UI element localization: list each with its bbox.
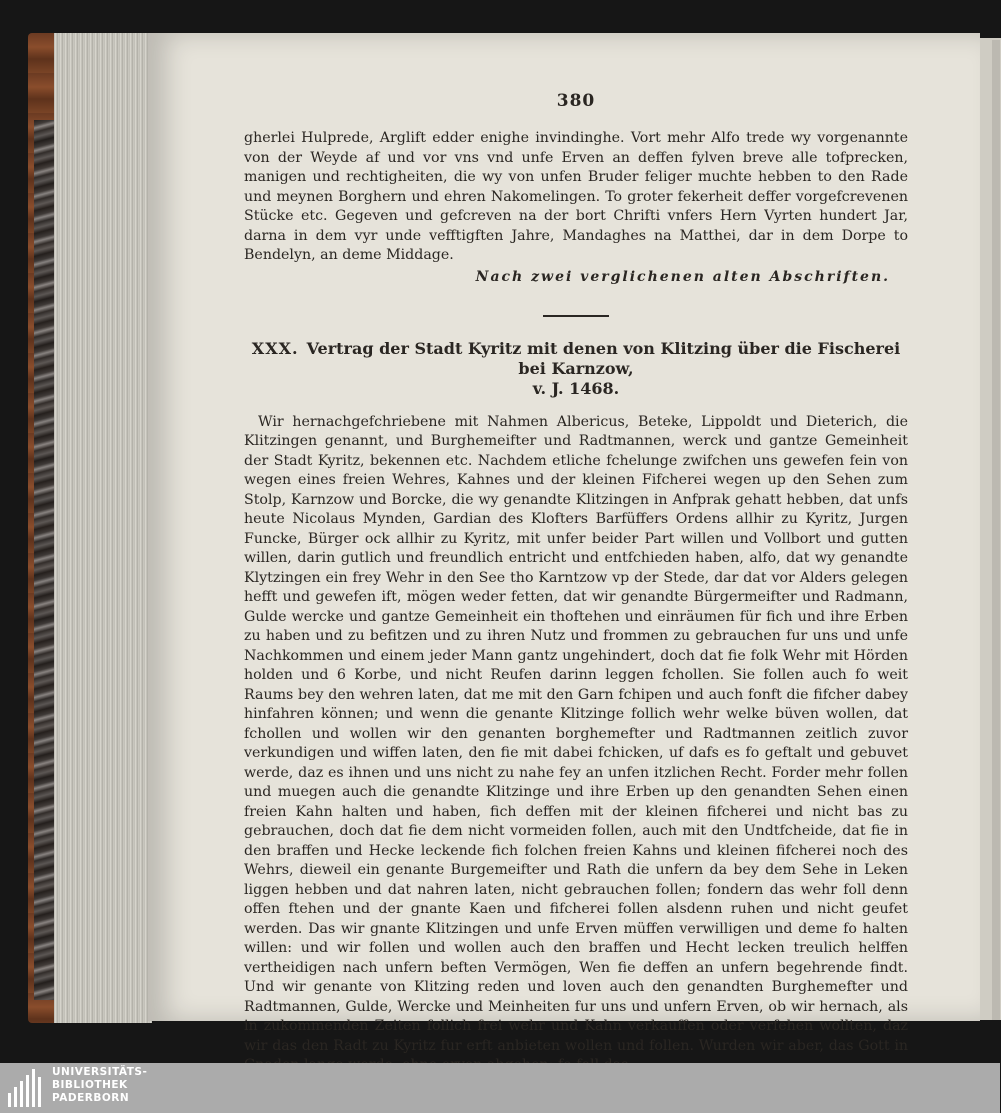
- section-date: v. J. 1468.: [532, 378, 620, 398]
- top-paragraph: gherlei Hulprede, Arglift edder enighe invindinghe. Vort mehr Alfo trede wy vorgenannte von der Weyde af und vor vns vnd unfe Erven an deffen fylven breve alle tofprecken, manigen und rechtigheiten, die wy von unfen Bruder feliger muchte hebben to den Rade und meynen Borghern und ehren Nakomelingen. To groter fekerheit deffer vorgefcrevenen Stücke etc. Gegeven und gefcreven na der bort Chrifti vnfers Hern Vyrten hundert Jar, darna in dem vyr unde vefftigften Jahre, Mandaghes na Matthei, dar in dem Dorpe to Bendelyn, an deme Middage.: [244, 130, 908, 263]
- body-paragraph: Wir hernachgefchriebene mit Nahmen Albericus, Beteke, Lippoldt und Dieterich, die Klitzingen genannt, und Burghemeifter und Radtmannen, werck und gantze Gemeinheit der Stadt Kyritz, bekennen etc. Nachdem etliche fchelunge zwifchen uns gewefen fein von wegen eines freien Wehres, Kahnes und der kleinen Fifcherei wegen up den Sehen zum Stolp, Karnzow und Borcke, die wy genandte Klitzingen in Anfprak gehatt hebben, dat unfs heute Nicolaus Mynden, Gardian des Klofters Barfüffers Ordens allhir zu Kyritz, Jurgen Funcke, Bürger ock allhir zu Kyritz, mit unfer beider Part willen und Vollbort und gutten willen, darin gutlich und freundlich entricht und entfchieden haben, alfo, dat wy genandte Klytzingen ein frey Wehr in den See tho Karntzow vp der Stede, dar dat vor Alders gelegen hefft und gewefen ift, mögen weder fetten, dat wir genandte Bürgermeifter und Radmann, Gulde wercke und gantze Gemeinheit ein thoftehen und einräumen für fich und ihre Erben zu haben und zu befitzen und zu ihren Nutz und frommen zu gebrauchen fur uns und unfe Nachkommen und einem jeder Mann gantz ungehindert, doch dat fie folk Wehr mit Hörden holden und 6 Korbe, und nicht Reufen darinn leggen fchollen. Sie follen auch fo weit Raums bey den wehren laten, dat me mit den Garn fchipen und auch fonft die fifcher dabey hinfahren können; und wenn die genante Klitzinge follich wehr welke büven wollen, dat fchollen und wollen wir den genanten borghemefter und Radtmannen zeitlich zuvor verkundigen und wiffen laten, den fie mit dabei fchicken, uf dafs es fo geftalt und gebuvet werde, daz es ihnen und uns nicht zu nahe fey an unfen itzlichen Recht. Forder mehr follen und muegen auch die genandte Klitzinge und ihre Erben up den genandten Sehen einen freien Kahn halten und haben, fich deffen mit der kleinen fifcherei und nicht bas zu gebrauchen, doch dat fie dem nicht vormeiden follen, auch mit den Undtfcheide, dat fie in den braffen und Hecke leckende fich folchen freien Kahns und kleinen fifcherei noch des Wehrs, dieweil ein genante Burgemeifter und Rath die unfern da bey dem Sehe in Leken liggen hebben und dat nahren laten, nicht gebrauchen follen; fondern das wehr foll denn offen ftehen und der gnante Kaen und fifcherei follen alsdenn ruhen und nicht geufet werden. Das wir gnante Klitzingen und unfe Erven müffen verwilligen und deme fo halten willen: und wir follen und wollen auch den braffen und Hecht lecken treulich helffen vertheidigen nach unfern beften Vermögen, Wen fie deffen an unfern begehrende findt. Und wir genante von Klitzing reden und loven auch den genandten Burghemefter und Radtmannen, Gulde, Wercke und Meinheiten fur uns und unfern Erven, ob wir hernach, als in zukommenden Zeiten follich frei wehr und Kahn verkauffen oder verfehen wollten, daz wir das den Radt zu Kyritz fur erft anbieten wollen und follen. Wurden wir aber, das Gott in: [244, 413, 908, 1054]
- book-page: [148, 33, 980, 1054]
- section-divider: [543, 315, 609, 317]
- source-note: Nach zwei verglichenen alten Abschriften.: [475, 268, 890, 285]
- marbled-endpaper: [34, 120, 54, 1000]
- library-name-line1: UNIVERSITÄTS-: [52, 1066, 148, 1078]
- library-name-line3: PADERBORN: [52, 1092, 130, 1104]
- library-name: [52, 1066, 147, 1105]
- section-title: Vertrag der Stadt Kyritz mit denen von Klitzing über die Fischerei bei Karnzow,: [306, 338, 901, 378]
- library-name-line2: BIBLIOTHEK: [52, 1079, 128, 1091]
- right-page-edge-shadow: [992, 40, 1000, 1020]
- page-edges: [54, 33, 152, 1023]
- page-content: [244, 91, 908, 1076]
- section-heading: [244, 339, 908, 399]
- section-number: XXX.: [251, 338, 299, 358]
- page-number: 380: [556, 91, 596, 111]
- library-logo-icon: [8, 1069, 48, 1107]
- library-footer-bar: [0, 1063, 1000, 1113]
